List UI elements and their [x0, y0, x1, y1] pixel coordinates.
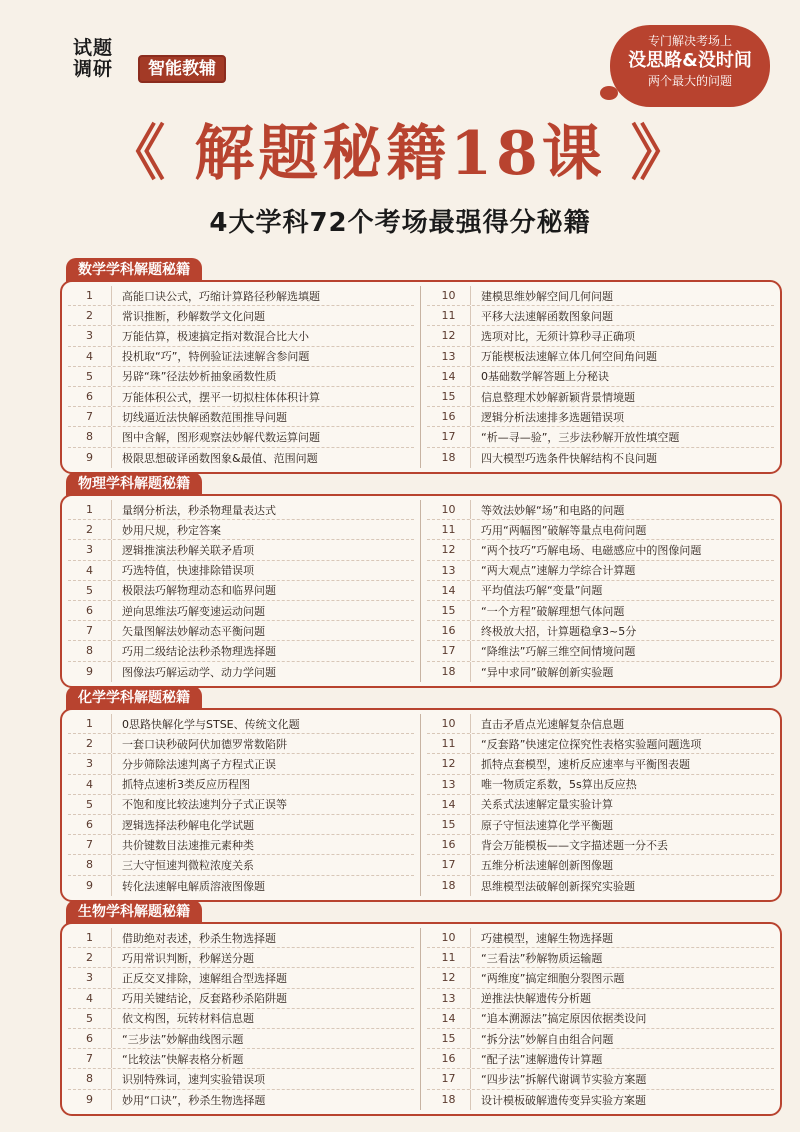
lesson-number: 7	[68, 407, 112, 426]
lesson-title: 巧用“两幅图”破解等量点电荷问题	[481, 523, 647, 537]
lesson-number: 3	[68, 326, 112, 345]
lesson-title: “两个技巧”巧解电场、电磁感应中的图像问题	[481, 543, 702, 557]
lesson-row	[427, 520, 774, 540]
lesson-row	[68, 621, 414, 641]
lesson-row	[68, 734, 414, 754]
lesson-title: “异中求同”破解创新实验题	[481, 665, 614, 679]
lesson-row	[68, 714, 414, 734]
lesson-title: 妙用尺规，秒定答案	[122, 523, 221, 537]
lesson-title: 抓特点速析3类反应历程图	[122, 778, 250, 792]
lesson-title: 图中含解，图形观察法妙解代数运算问题	[122, 430, 320, 444]
lesson-row	[427, 928, 774, 948]
lesson-title: 选项对比，无须计算秒寻正确项	[481, 329, 635, 343]
lesson-number: 18	[427, 1090, 471, 1110]
logo-line-1: 试题	[72, 37, 113, 59]
lesson-title: 投机取“巧”，特例验证法速解含参问题	[122, 350, 310, 364]
lesson-number: 3	[68, 540, 112, 559]
lesson-title: “一个方程”破解理想气体问题	[481, 604, 625, 618]
lesson-number: 4	[68, 989, 112, 1008]
lesson-row	[427, 1049, 774, 1069]
lesson-number: 6	[68, 1029, 112, 1048]
lesson-title: 量纲分析法，秒杀物理量表达式	[122, 503, 276, 517]
lesson-title: 思维模型法破解创新探究实验题	[481, 879, 635, 893]
lesson-row	[68, 1049, 414, 1069]
lesson-row	[68, 306, 414, 326]
lesson-number: 7	[68, 1049, 112, 1068]
lesson-number: 15	[427, 387, 471, 406]
brand-logo	[68, 38, 118, 80]
lesson-number: 12	[427, 968, 471, 987]
lesson-table	[60, 280, 782, 474]
lesson-number: 15	[427, 601, 471, 620]
lesson-title: “追本溯源法”搞定原因依据类设问	[481, 1012, 647, 1026]
lesson-row	[68, 1009, 414, 1029]
lesson-number: 12	[427, 540, 471, 559]
lesson-column-right	[421, 714, 774, 896]
lesson-row	[68, 407, 414, 427]
lesson-row	[427, 855, 774, 875]
lesson-number: 4	[68, 347, 112, 366]
lesson-number: 8	[68, 855, 112, 874]
lesson-title: 逻辑推演法秒解关联矛盾项	[122, 543, 254, 557]
lesson-title: “降维法”巧解三维空间情境问题	[481, 644, 636, 658]
lesson-title: 万能体积公式，摆平一切拟柱体体积计算	[122, 390, 320, 404]
lesson-row	[68, 641, 414, 661]
lesson-row	[427, 561, 774, 581]
lesson-row	[427, 835, 774, 855]
lesson-title: 万能楔板法速解立体几何空间角问题	[481, 350, 657, 364]
lesson-number: 14	[427, 1009, 471, 1028]
lesson-number: 3	[68, 754, 112, 773]
lesson-number: 11	[427, 948, 471, 967]
lesson-row	[68, 989, 414, 1009]
lesson-number: 16	[427, 407, 471, 426]
tag-badge: 智能教辅	[138, 55, 226, 83]
lesson-table	[60, 708, 782, 902]
lesson-title: 常识推断，秒解数学文化问题	[122, 309, 265, 323]
lesson-number: 11	[427, 734, 471, 753]
lesson-row	[427, 427, 774, 447]
lesson-row	[68, 968, 414, 988]
lesson-title: 直击矛盾点光速解复杂信息题	[481, 717, 624, 731]
lesson-row	[68, 1029, 414, 1049]
lesson-title: “三步法”妙解曲线图示题	[122, 1032, 244, 1046]
lesson-row	[68, 326, 414, 346]
lesson-row	[427, 448, 774, 468]
lesson-number: 13	[427, 347, 471, 366]
lesson-number: 7	[68, 621, 112, 640]
lesson-title: “两大观点”速解力学综合计算题	[481, 564, 636, 578]
lesson-row	[68, 775, 414, 795]
lesson-title: 逻辑分析法速排多选题错误项	[481, 410, 624, 424]
lesson-row	[68, 601, 414, 621]
lesson-title: 巧建模型，速解生物选择题	[481, 931, 613, 945]
lesson-number: 1	[68, 714, 112, 733]
lesson-row	[427, 1069, 774, 1089]
lesson-number: 10	[427, 928, 471, 947]
lesson-number: 5	[68, 795, 112, 814]
lesson-row	[427, 407, 774, 427]
lesson-number: 9	[68, 448, 112, 468]
lesson-number: 6	[68, 387, 112, 406]
lesson-title: 巧用关键结论，反套路秒杀陷阱题	[122, 992, 287, 1006]
lesson-row	[68, 1090, 414, 1110]
lesson-row	[68, 520, 414, 540]
lesson-title: 逆向思维法巧解变速运动问题	[122, 604, 265, 618]
lesson-row	[427, 387, 774, 407]
lesson-title: 另辟“珠”径法妙析抽象函数性质	[122, 370, 277, 384]
lesson-number: 2	[68, 520, 112, 539]
lesson-number: 2	[68, 306, 112, 325]
lesson-number: 1	[68, 928, 112, 947]
lesson-row	[427, 621, 774, 641]
lesson-number: 16	[427, 621, 471, 640]
lesson-row	[427, 326, 774, 346]
lesson-number: 11	[427, 306, 471, 325]
lesson-row	[427, 795, 774, 815]
lesson-title: 抓特点套模型，速析反应速率与平衡图表题	[481, 757, 690, 771]
lesson-row	[68, 581, 414, 601]
lesson-row	[427, 306, 774, 326]
page-subtitle: 4大学科72个考场最强得分秘籍	[209, 208, 591, 238]
bubble-line-1: 专门解决考场上	[647, 34, 732, 48]
lesson-title: 三大守恒速判微粒浓度关系	[122, 858, 254, 872]
lesson-row	[427, 968, 774, 988]
lesson-number: 15	[427, 815, 471, 834]
lesson-number: 13	[427, 561, 471, 580]
lesson-row	[68, 347, 414, 367]
lesson-row	[68, 662, 414, 682]
lesson-number: 16	[427, 1049, 471, 1068]
lesson-number: 18	[427, 448, 471, 468]
lesson-title: 妙用“口诀”，秒杀生物选择题	[122, 1093, 266, 1107]
lesson-number: 2	[68, 948, 112, 967]
lesson-row	[68, 754, 414, 774]
lesson-number: 3	[68, 968, 112, 987]
lesson-number: 16	[427, 835, 471, 854]
section-label: 化学学科解题秘籍	[66, 686, 202, 710]
lesson-number: 1	[68, 500, 112, 519]
lesson-row	[68, 427, 414, 447]
lesson-number: 7	[68, 835, 112, 854]
section-label: 数学学科解题秘籍	[66, 258, 202, 282]
lesson-row	[427, 989, 774, 1009]
lesson-row	[68, 387, 414, 407]
lesson-title: “反套路”快速定位探究性表格实验题问题选项	[481, 737, 702, 751]
lesson-row	[427, 347, 774, 367]
lesson-title: 借助绝对表述，秒杀生物选择题	[122, 931, 276, 945]
lesson-column-left	[68, 928, 421, 1110]
lesson-number: 5	[68, 1009, 112, 1028]
lesson-title: 转化法速解电解质溶液图像题	[122, 879, 265, 893]
lesson-column-right	[421, 286, 774, 468]
lesson-row	[427, 581, 774, 601]
lesson-number: 17	[427, 427, 471, 446]
lesson-title: 等效法妙解“场”和电路的问题	[481, 503, 625, 517]
lesson-number: 15	[427, 1029, 471, 1048]
lesson-row	[68, 500, 414, 520]
lesson-row	[427, 662, 774, 682]
lesson-row	[68, 928, 414, 948]
lesson-row	[427, 714, 774, 734]
lesson-title: 信息整理术妙解新颖背景情境题	[481, 390, 635, 404]
lesson-title: 极限法巧解物理动态和临界问题	[122, 584, 276, 598]
lesson-title: 逻辑选择法秒解电化学试题	[122, 818, 254, 832]
lesson-row	[68, 540, 414, 560]
lesson-title: 一套口诀秒破阿伏加德罗常数陷阱	[122, 737, 287, 751]
lesson-row	[68, 561, 414, 581]
lesson-table	[60, 494, 782, 688]
lesson-row	[68, 367, 414, 387]
lesson-number: 10	[427, 286, 471, 305]
lesson-title: 正反交叉排除，速解组合型选择题	[122, 971, 287, 985]
lesson-number: 14	[427, 581, 471, 600]
lesson-row	[68, 835, 414, 855]
lesson-number: 5	[68, 581, 112, 600]
lesson-row	[427, 1029, 774, 1049]
lesson-title: 建模思维妙解空间几何问题	[481, 289, 613, 303]
lesson-row	[68, 876, 414, 896]
page-title: 《 解题秘籍18课 》	[105, 119, 695, 189]
lesson-title: 矢量图解法妙解动态平衡问题	[122, 624, 265, 638]
lesson-title: “拆分法”妙解自由组合问题	[481, 1032, 614, 1046]
lesson-number: 14	[427, 367, 471, 386]
lesson-number: 6	[68, 815, 112, 834]
lesson-title: 背会万能模板——文字描述题一分不丢	[481, 838, 668, 852]
lesson-number: 18	[427, 876, 471, 896]
lesson-row	[68, 815, 414, 835]
lesson-title: “两维度”搞定细胞分裂图示题	[481, 971, 625, 985]
lesson-row	[427, 601, 774, 621]
lesson-title: “比较法”快解表格分析题	[122, 1052, 244, 1066]
lesson-title: 分步筛除法速判离子方程式正误	[122, 757, 276, 771]
lesson-title: 切线逼近法快解函数范围推导问题	[122, 410, 287, 424]
lesson-title: 巧用二级结论法秒杀物理选择题	[122, 644, 276, 658]
lesson-row	[427, 367, 774, 387]
lesson-column-left	[68, 714, 421, 896]
lesson-title: 四大模型巧选条件快解结构不良问题	[481, 451, 657, 465]
lesson-column-right	[421, 500, 774, 682]
lesson-row	[427, 754, 774, 774]
lesson-row	[427, 734, 774, 754]
lesson-title: 逆推法快解遗传分析题	[481, 992, 591, 1006]
lesson-number: 2	[68, 734, 112, 753]
lesson-row	[427, 876, 774, 896]
lesson-title: “配子法”速解遗传计算题	[481, 1052, 603, 1066]
lesson-number: 13	[427, 775, 471, 794]
lesson-number: 17	[427, 855, 471, 874]
lesson-number: 17	[427, 1069, 471, 1088]
lesson-number: 8	[68, 427, 112, 446]
lesson-row	[427, 540, 774, 560]
lesson-row	[68, 286, 414, 306]
lesson-number: 12	[427, 326, 471, 345]
lesson-title: 关系式法速解定量实验计算	[481, 798, 613, 812]
lesson-row	[68, 948, 414, 968]
lesson-column-right	[421, 928, 774, 1110]
lesson-row	[68, 448, 414, 468]
lesson-title: 设计模板破解遗传变异实验方案题	[481, 1093, 646, 1107]
lesson-number: 13	[427, 989, 471, 1008]
lesson-number: 11	[427, 520, 471, 539]
lesson-title: 识别特殊词，速判实验错误项	[122, 1072, 265, 1086]
lesson-title: 平移大法速解函数图象问题	[481, 309, 613, 323]
lesson-row	[427, 286, 774, 306]
lesson-number: 9	[68, 876, 112, 896]
lesson-row	[427, 500, 774, 520]
lesson-number: 8	[68, 641, 112, 660]
lesson-number: 18	[427, 662, 471, 682]
lesson-title: 平均值法巧解“变量”问题	[481, 584, 603, 598]
lesson-title: 终极放大招，计算题稳拿3~5分	[481, 624, 637, 638]
lesson-title: “析—寻—验”，三步法秒解开放性填空题	[481, 430, 680, 444]
lesson-number: 8	[68, 1069, 112, 1088]
logo-line-2: 调研	[72, 58, 113, 80]
lesson-table	[60, 922, 782, 1116]
lesson-number: 12	[427, 754, 471, 773]
lesson-row	[427, 1009, 774, 1029]
lesson-title: “三看法”秒解物质运输题	[481, 951, 603, 965]
lesson-title: 共价键数目法速推元素种类	[122, 838, 254, 852]
lesson-row	[427, 641, 774, 661]
lesson-title: 原子守恒法速算化学平衡题	[481, 818, 613, 832]
lesson-number: 6	[68, 601, 112, 620]
lesson-title: 图像法巧解运动学、动力学问题	[122, 665, 276, 679]
lesson-title: 万能估算，极速搞定指对数混合比大小	[122, 329, 309, 343]
lesson-title: 巧用常识判断，秒解送分题	[122, 951, 254, 965]
lesson-row	[68, 855, 414, 875]
lesson-title: “四步法”拆解代谢调节实验方案题	[481, 1072, 647, 1086]
lesson-number: 4	[68, 561, 112, 580]
lesson-number: 14	[427, 795, 471, 814]
lesson-row	[68, 1069, 414, 1089]
bubble-line-2: 没思路&没时间	[628, 50, 752, 71]
lesson-row	[427, 815, 774, 835]
lesson-number: 5	[68, 367, 112, 386]
lesson-title: 0思路快解化学与STSE、传统文化题	[122, 717, 300, 731]
page-header	[0, 0, 800, 250]
bubble-line-3: 两个最大的问题	[647, 74, 732, 88]
lesson-title: 不饱和度比较法速判分子式正误等	[122, 798, 287, 812]
lesson-title: 极限思想破译函数图象&最值、范围问题	[122, 451, 318, 465]
lesson-column-left	[68, 500, 421, 682]
lesson-number: 17	[427, 641, 471, 660]
lesson-number: 10	[427, 714, 471, 733]
lesson-title: 依文构图，玩转材料信息题	[122, 1012, 254, 1026]
lesson-number: 10	[427, 500, 471, 519]
lesson-title: 唯一物质定系数，5s算出反应热	[481, 778, 637, 792]
lesson-number: 9	[68, 662, 112, 682]
lesson-title: 0基础数学解答题上分秘诀	[481, 370, 609, 384]
lesson-title: 五维分析法速解创新图像题	[481, 858, 613, 872]
lesson-number: 4	[68, 775, 112, 794]
lesson-row	[68, 795, 414, 815]
lesson-row	[427, 1090, 774, 1110]
speech-bubble	[610, 25, 770, 107]
lesson-number: 9	[68, 1090, 112, 1110]
lesson-title: 巧选特值，快速排除错误项	[122, 564, 254, 578]
section-label: 生物学科解题秘籍	[66, 900, 202, 924]
lesson-number: 1	[68, 286, 112, 305]
lesson-title: 高能口诀公式，巧缩计算路径秒解选填题	[122, 289, 320, 303]
lesson-row	[427, 775, 774, 795]
section-label: 物理学科解题秘籍	[66, 472, 202, 496]
lesson-column-left	[68, 286, 421, 468]
lesson-row	[427, 948, 774, 968]
